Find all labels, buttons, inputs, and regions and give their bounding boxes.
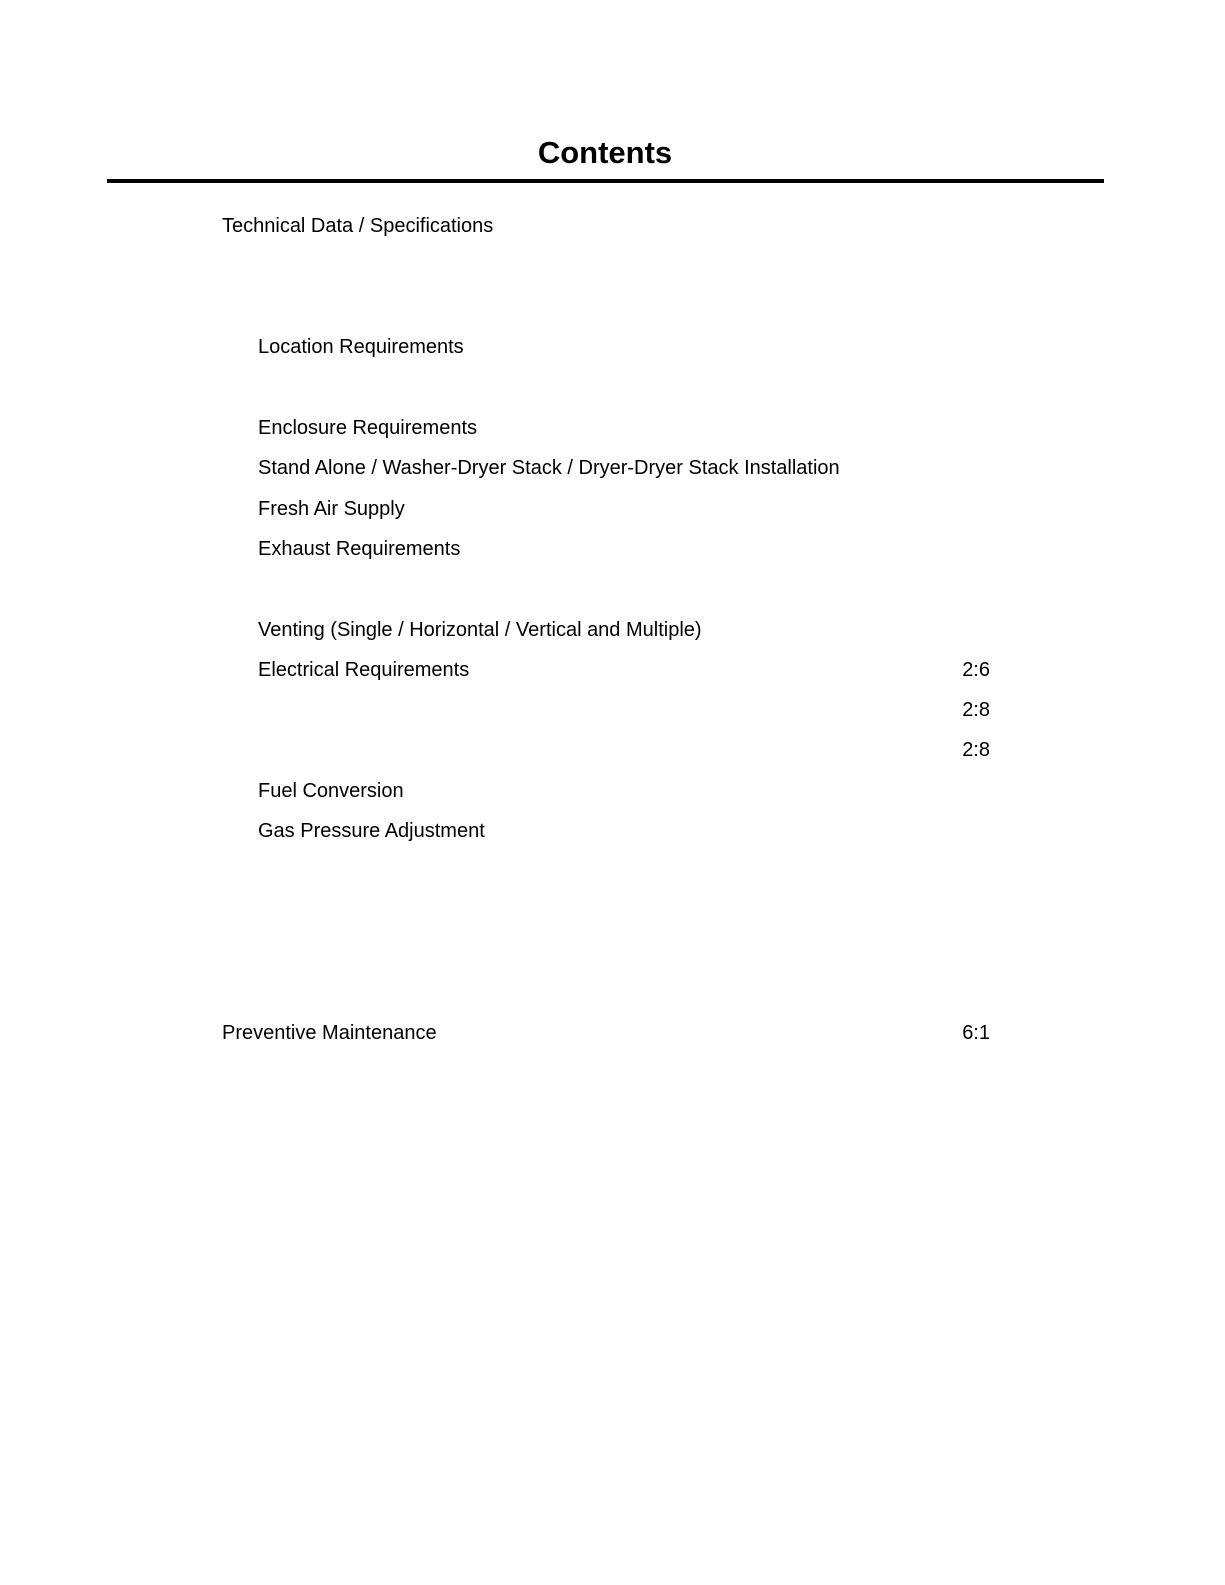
toc-entry-stand-alone-installation[interactable] bbox=[0, 453, 1225, 483]
toc-entry-label: Preventive Maintenance bbox=[222, 1022, 437, 1044]
toc-entry-technical-data[interactable] bbox=[0, 211, 1225, 241]
toc-entry-label: Fuel Conversion bbox=[258, 780, 404, 802]
toc-entry-gas-pressure-adjustment[interactable] bbox=[0, 816, 1225, 846]
toc-entry-page: 2:6 bbox=[962, 659, 990, 681]
toc-entry-label: Enclosure Requirements bbox=[258, 417, 477, 439]
page-title: Contents bbox=[537, 135, 673, 170]
toc-entry-fresh-air-supply[interactable] bbox=[0, 494, 1225, 524]
toc-entry-label: Location Requirements bbox=[258, 336, 464, 358]
toc-entry-location-requirements[interactable] bbox=[0, 332, 1225, 362]
toc-entry-unlabeled-2[interactable] bbox=[0, 735, 1225, 765]
toc-entry-unlabeled-1[interactable] bbox=[0, 695, 1225, 725]
toc-entry-preventive-maintenance[interactable] bbox=[0, 1018, 1225, 1048]
toc-entry-label: Exhaust Requirements bbox=[258, 538, 461, 560]
toc-entry-label: Stand Alone / Washer-Dryer Stack / Dryer-Dryer Stack Installation bbox=[258, 457, 840, 479]
toc-entry-page: 2:8 bbox=[962, 699, 990, 721]
toc-entry-label: Venting (Single / Horizontal / Vertical and Multiple) bbox=[258, 619, 702, 641]
toc-entry-venting[interactable] bbox=[0, 615, 1225, 645]
toc-entry-page: 2:8 bbox=[962, 739, 990, 761]
toc-entry-label: Gas Pressure Adjustment bbox=[258, 820, 485, 842]
toc-entry-label: Technical Data / Specifications bbox=[222, 215, 494, 237]
toc-entry-fuel-conversion[interactable] bbox=[0, 776, 1225, 806]
toc-entry-page: 6:1 bbox=[962, 1022, 990, 1044]
title-divider bbox=[107, 179, 1104, 183]
toc-entry-label: Electrical Requirements bbox=[258, 659, 470, 681]
toc-entry-exhaust-requirements[interactable] bbox=[0, 534, 1225, 564]
toc-entry-label: Fresh Air Supply bbox=[258, 498, 405, 520]
toc-entry-enclosure-requirements[interactable] bbox=[0, 413, 1225, 443]
toc-entry-electrical-requirements[interactable] bbox=[0, 655, 1225, 685]
